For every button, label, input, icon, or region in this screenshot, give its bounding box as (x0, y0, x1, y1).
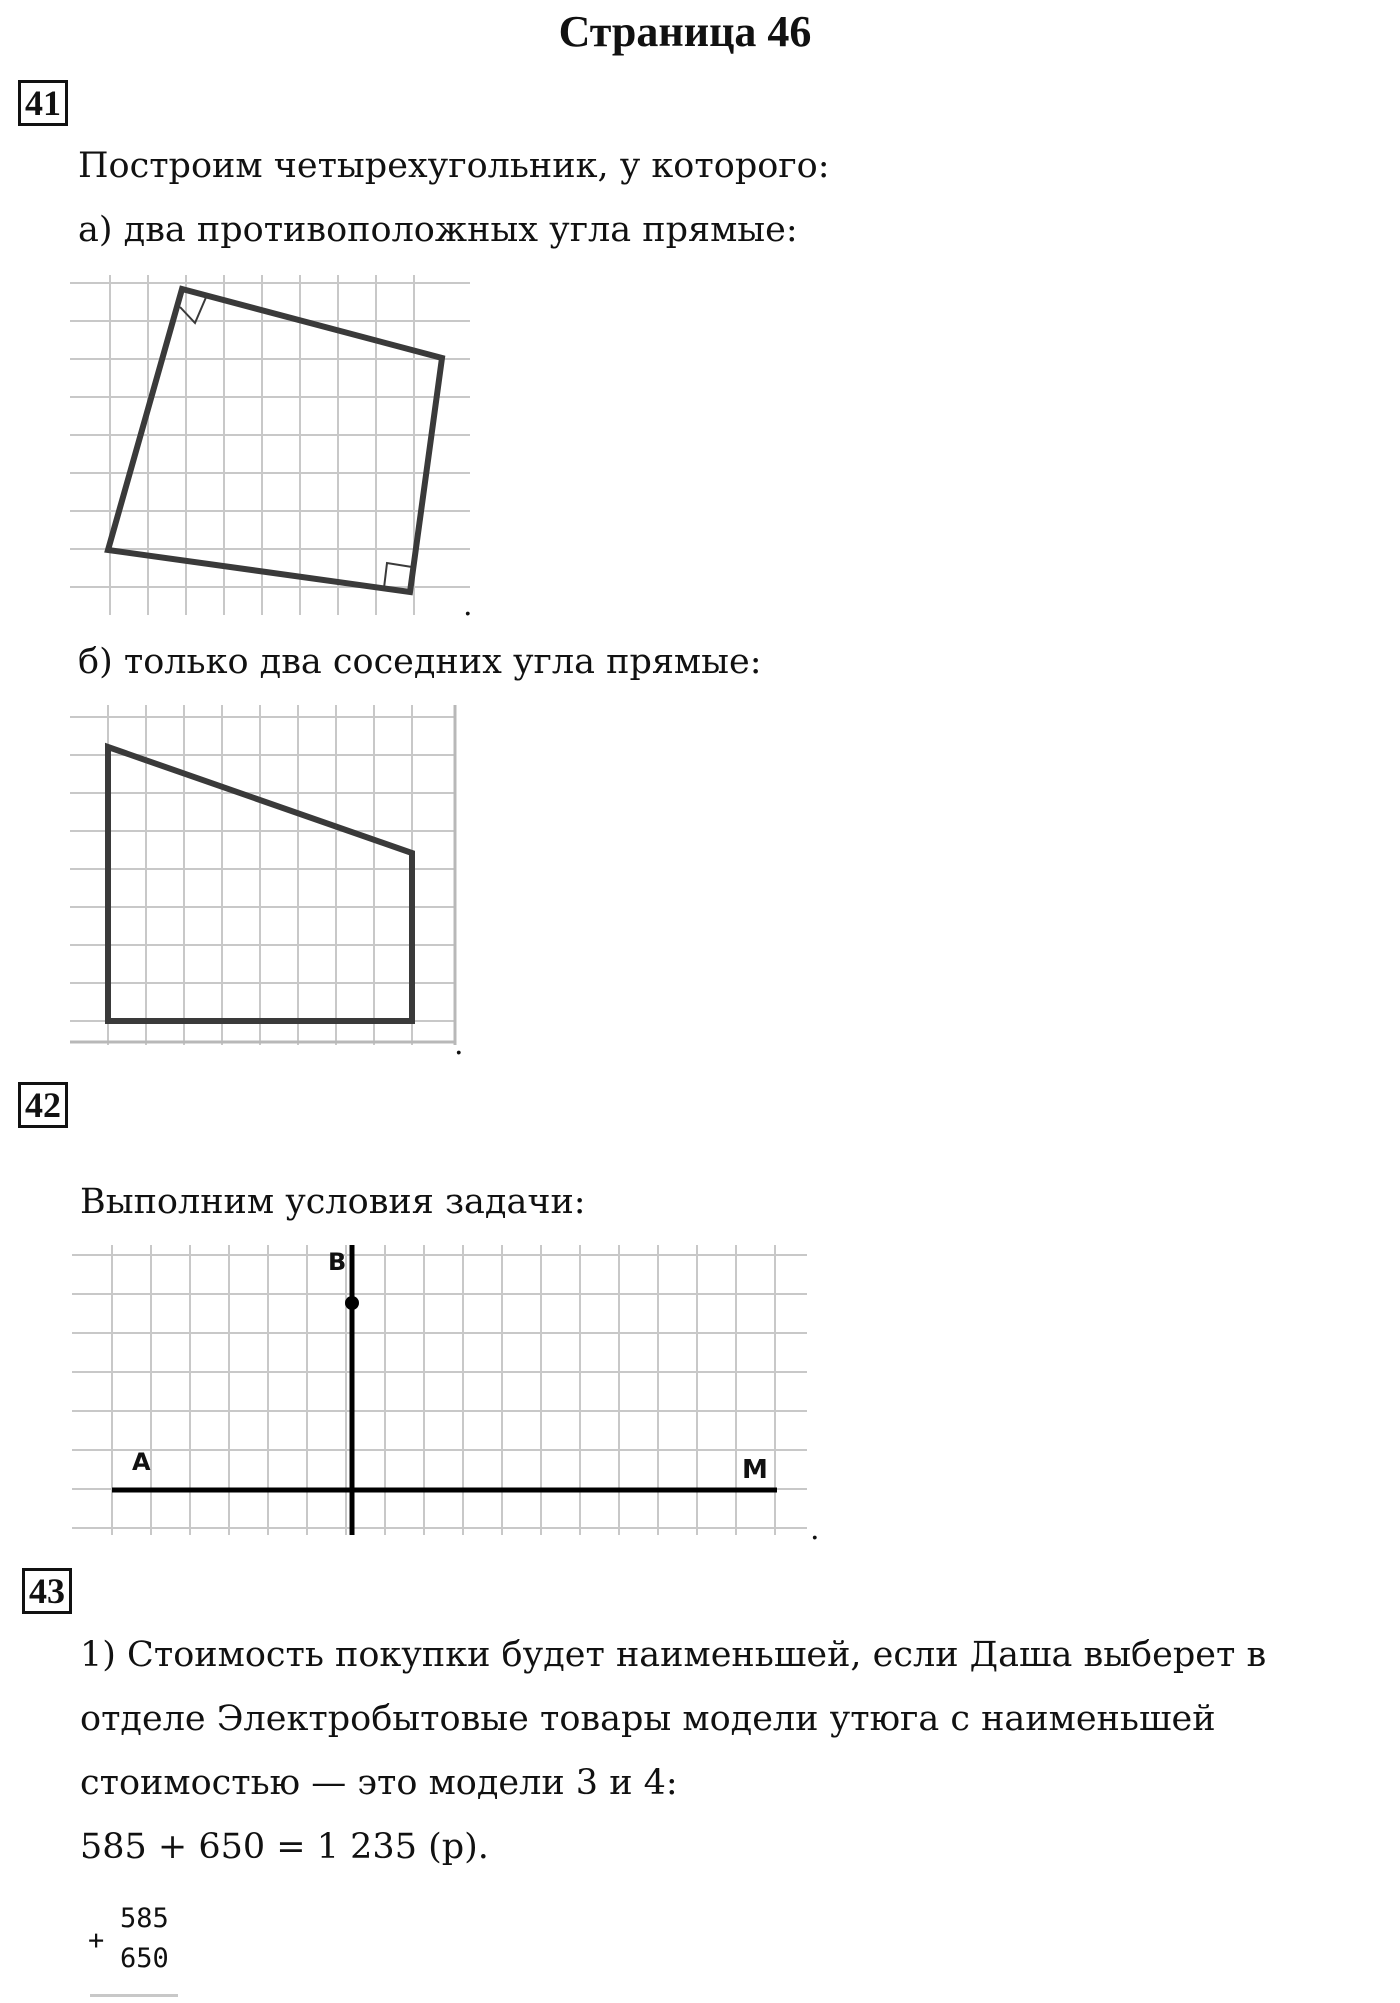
task41-part-b-label: б) только два соседних угла прямые: (78, 642, 762, 682)
label-m: M (742, 1455, 768, 1485)
task43-line3: стоимостью — это модели 3 и 4: (80, 1763, 678, 1803)
figure-42-end-mark: . (810, 1512, 820, 1547)
quadrilateral-a (108, 289, 442, 592)
point-b (345, 1296, 359, 1310)
task-number-43: 43 (22, 1568, 72, 1614)
task43-line1: 1) Стоимость покупки будет наименьшей, если Даша выберет в (80, 1635, 1267, 1675)
figure-42-grid (72, 1245, 807, 1535)
task43-line2: отделе Электробытовые товары модели утюга с наименьшей (80, 1699, 1216, 1739)
right-angle-mark-top (180, 295, 207, 323)
label-a: A (132, 1448, 151, 1476)
figure-41b-grid (70, 705, 460, 1045)
task43-equation: 585 + 650 = 1 235 (р). (80, 1827, 489, 1867)
calc-top-number: 585 (120, 1903, 169, 1934)
calc-bottom-number: 650 (120, 1943, 169, 1974)
task41-intro: Построим четырехугольник, у которого: (78, 146, 830, 186)
task-number-42: 42 (18, 1082, 68, 1128)
figure-41a-end-mark: . (463, 588, 473, 623)
grid-lines (70, 275, 470, 615)
calc-plus-sign: + (88, 1925, 105, 1956)
task42-intro: Выполним условия задачи: (80, 1182, 586, 1222)
page-title: Страница 46 (558, 7, 812, 56)
figure-41b-end-mark: . (454, 1027, 464, 1062)
calc-underline (90, 1994, 178, 1997)
figure-41a-grid (70, 275, 470, 615)
label-b: B (328, 1248, 347, 1276)
task41-part-a-label: а) два противоположных угла прямые: (78, 210, 798, 250)
task-number-41: 41 (18, 80, 68, 126)
right-angle-mark-bottom (384, 563, 412, 588)
